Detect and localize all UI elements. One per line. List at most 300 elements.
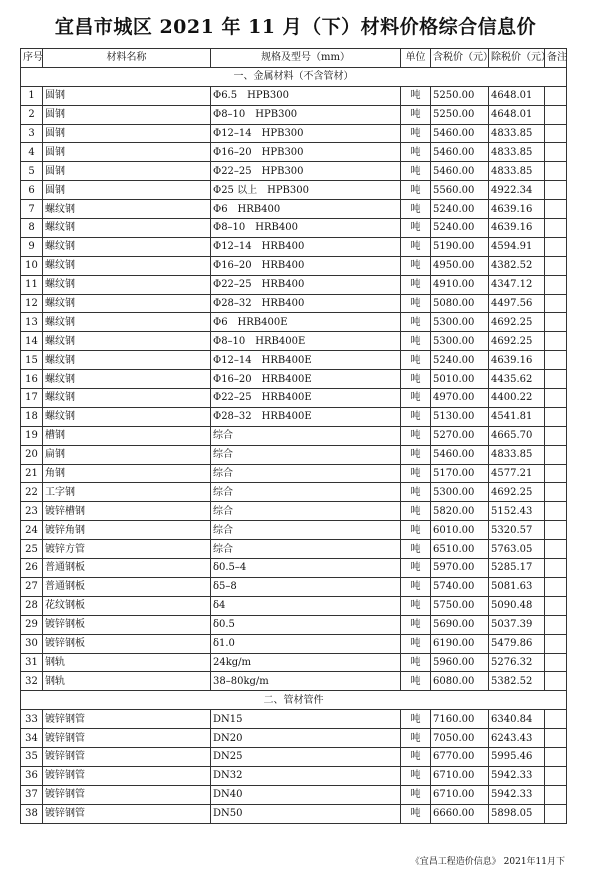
cell-unit: 吨 <box>401 596 431 615</box>
cell-no: 14 <box>21 332 43 351</box>
cell-unit: 吨 <box>401 502 431 521</box>
cell-note <box>545 124 567 143</box>
cell-no: 36 <box>21 766 43 785</box>
cell-spec: 综合 <box>211 540 401 559</box>
table-row <box>21 785 567 804</box>
cell-spec: Φ6 HRB400E <box>211 313 401 332</box>
cell-tax-price: 5750.00 <box>431 596 489 615</box>
cell-no: 20 <box>21 445 43 464</box>
cell-tax-price: 4910.00 <box>431 275 489 294</box>
table-row <box>21 596 567 615</box>
cell-spec: δ4 <box>211 596 401 615</box>
cell-name: 钢轨 <box>43 653 211 672</box>
cell-note <box>545 521 567 540</box>
cell-unit: 吨 <box>401 653 431 672</box>
table-row <box>21 464 567 483</box>
cell-notax-price: 5037.39 <box>489 615 545 634</box>
cell-tax-price: 7160.00 <box>431 710 489 729</box>
table-row <box>21 332 567 351</box>
cell-note <box>545 407 567 426</box>
cell-unit: 吨 <box>401 256 431 275</box>
cell-name: 镀锌方管 <box>43 540 211 559</box>
cell-tax-price: 5240.00 <box>431 351 489 370</box>
cell-notax-price: 5081.63 <box>489 577 545 596</box>
table-row <box>21 181 567 200</box>
cell-name: 螺纹钢 <box>43 237 211 256</box>
cell-name: 角钢 <box>43 464 211 483</box>
table-row <box>21 766 567 785</box>
cell-no: 26 <box>21 559 43 578</box>
cell-notax-price: 6243.43 <box>489 729 545 748</box>
cell-note <box>545 162 567 181</box>
cell-unit: 吨 <box>401 143 431 162</box>
cell-name: 镀锌钢板 <box>43 634 211 653</box>
cell-name: 槽钢 <box>43 426 211 445</box>
cell-unit: 吨 <box>401 426 431 445</box>
cell-note <box>545 729 567 748</box>
cell-spec: Φ28–32 HRB400 <box>211 294 401 313</box>
cell-unit: 吨 <box>401 521 431 540</box>
cell-spec: Φ28–32 HRB400E <box>211 407 401 426</box>
cell-tax-price: 5240.00 <box>431 200 489 219</box>
cell-tax-price: 5460.00 <box>431 445 489 464</box>
cell-unit: 吨 <box>401 181 431 200</box>
table-row <box>21 577 567 596</box>
table-row <box>21 445 567 464</box>
table-row <box>21 653 567 672</box>
cell-tax-price: 5240.00 <box>431 219 489 238</box>
cell-no: 25 <box>21 540 43 559</box>
cell-unit: 吨 <box>401 407 431 426</box>
cell-spec: Φ16–20 HRB400E <box>211 370 401 389</box>
cell-no: 22 <box>21 483 43 502</box>
cell-no: 29 <box>21 615 43 634</box>
cell-note <box>545 653 567 672</box>
cell-spec: Φ16–20 HPB300 <box>211 143 401 162</box>
cell-notax-price: 4639.16 <box>489 351 545 370</box>
cell-spec: Φ12–14 HRB400 <box>211 237 401 256</box>
cell-name: 镀锌钢管 <box>43 785 211 804</box>
table-row <box>21 559 567 578</box>
cell-unit: 吨 <box>401 351 431 370</box>
header-tax-price: 含税价（元） <box>431 49 489 68</box>
cell-name: 扁钢 <box>43 445 211 464</box>
header-no: 序号 <box>21 49 43 68</box>
cell-note <box>545 766 567 785</box>
cell-name: 镀锌钢管 <box>43 747 211 766</box>
cell-spec: Φ22–25 HRB400 <box>211 275 401 294</box>
cell-no: 24 <box>21 521 43 540</box>
cell-notax-price: 4435.62 <box>489 370 545 389</box>
cell-notax-price: 4541.81 <box>489 407 545 426</box>
cell-tax-price: 5010.00 <box>431 370 489 389</box>
cell-note <box>545 747 567 766</box>
cell-tax-price: 5740.00 <box>431 577 489 596</box>
cell-spec: Φ12–14 HRB400E <box>211 351 401 370</box>
table-row <box>21 407 567 426</box>
table-row <box>21 105 567 124</box>
table-row <box>21 804 567 823</box>
cell-note <box>545 540 567 559</box>
cell-spec: DN25 <box>211 747 401 766</box>
cell-notax-price: 4833.85 <box>489 124 545 143</box>
cell-no: 21 <box>21 464 43 483</box>
cell-name: 螺纹钢 <box>43 256 211 275</box>
cell-note <box>545 389 567 408</box>
cell-spec: δ1.0 <box>211 634 401 653</box>
cell-note <box>545 615 567 634</box>
cell-note <box>545 313 567 332</box>
cell-notax-price: 5995.46 <box>489 747 545 766</box>
cell-name: 工字钢 <box>43 483 211 502</box>
cell-notax-price: 4833.85 <box>489 162 545 181</box>
cell-notax-price: 5152.43 <box>489 502 545 521</box>
cell-tax-price: 5250.00 <box>431 86 489 105</box>
cell-no: 6 <box>21 181 43 200</box>
section-row <box>21 691 567 710</box>
cell-name: 螺纹钢 <box>43 351 211 370</box>
cell-note <box>545 445 567 464</box>
cell-spec: Φ8–10 HRB400E <box>211 332 401 351</box>
table-row <box>21 729 567 748</box>
cell-tax-price: 5270.00 <box>431 426 489 445</box>
cell-name: 圆钢 <box>43 105 211 124</box>
cell-note <box>545 200 567 219</box>
header-unit: 单位 <box>401 49 431 68</box>
cell-spec: 综合 <box>211 483 401 502</box>
cell-tax-price: 7050.00 <box>431 729 489 748</box>
cell-notax-price: 4648.01 <box>489 105 545 124</box>
cell-no: 2 <box>21 105 43 124</box>
cell-notax-price: 4692.25 <box>489 332 545 351</box>
cell-name: 花纹钢板 <box>43 596 211 615</box>
table-row <box>21 483 567 502</box>
table-row <box>21 672 567 691</box>
cell-notax-price: 4594.91 <box>489 237 545 256</box>
cell-tax-price: 4970.00 <box>431 389 489 408</box>
cell-unit: 吨 <box>401 389 431 408</box>
table-row <box>21 389 567 408</box>
cell-notax-price: 5090.48 <box>489 596 545 615</box>
cell-no: 17 <box>21 389 43 408</box>
cell-spec: δ0.5–4 <box>211 559 401 578</box>
cell-tax-price: 5250.00 <box>431 105 489 124</box>
cell-no: 12 <box>21 294 43 313</box>
cell-no: 3 <box>21 124 43 143</box>
cell-note <box>545 256 567 275</box>
cell-note <box>545 502 567 521</box>
cell-notax-price: 4692.25 <box>489 483 545 502</box>
cell-spec: DN20 <box>211 729 401 748</box>
cell-name: 镀锌槽钢 <box>43 502 211 521</box>
table-row <box>21 294 567 313</box>
cell-notax-price: 4665.70 <box>489 426 545 445</box>
cell-no: 33 <box>21 710 43 729</box>
cell-notax-price: 4347.12 <box>489 275 545 294</box>
cell-spec: 综合 <box>211 464 401 483</box>
cell-unit: 吨 <box>401 445 431 464</box>
cell-unit: 吨 <box>401 785 431 804</box>
cell-notax-price: 5320.57 <box>489 521 545 540</box>
cell-notax-price: 4382.52 <box>489 256 545 275</box>
cell-notax-price: 5285.17 <box>489 559 545 578</box>
cell-notax-price: 5942.33 <box>489 766 545 785</box>
table-row <box>21 124 567 143</box>
cell-no: 1 <box>21 86 43 105</box>
cell-spec: δ0.5 <box>211 615 401 634</box>
cell-tax-price: 6010.00 <box>431 521 489 540</box>
footer-source: 《宜昌工程造价信息》 2021年11月下 <box>410 857 565 867</box>
table-row <box>21 275 567 294</box>
cell-tax-price: 5460.00 <box>431 124 489 143</box>
table-row <box>21 237 567 256</box>
cell-no: 37 <box>21 785 43 804</box>
table-row <box>21 521 567 540</box>
cell-unit: 吨 <box>401 294 431 313</box>
page-title: 宜昌市城区 2021 年 11 月（下）材料价格综合信息价 <box>54 16 537 38</box>
cell-tax-price: 5970.00 <box>431 559 489 578</box>
table-row <box>21 615 567 634</box>
cell-no: 31 <box>21 653 43 672</box>
cell-tax-price: 5190.00 <box>431 237 489 256</box>
cell-unit: 吨 <box>401 747 431 766</box>
cell-no: 35 <box>21 747 43 766</box>
table-header-row <box>21 49 567 68</box>
cell-unit: 吨 <box>401 86 431 105</box>
cell-notax-price: 4692.25 <box>489 313 545 332</box>
cell-tax-price: 6710.00 <box>431 766 489 785</box>
cell-no: 32 <box>21 672 43 691</box>
header-spec: 规格及型号（mm） <box>211 49 401 68</box>
table-row <box>21 502 567 521</box>
cell-notax-price: 6340.84 <box>489 710 545 729</box>
cell-note <box>545 464 567 483</box>
cell-spec: δ5–8 <box>211 577 401 596</box>
cell-note <box>545 370 567 389</box>
price-table-body <box>21 49 567 824</box>
header-note: 备注 <box>545 49 567 68</box>
cell-tax-price: 5460.00 <box>431 143 489 162</box>
cell-no: 28 <box>21 596 43 615</box>
cell-name: 螺纹钢 <box>43 275 211 294</box>
cell-tax-price: 5560.00 <box>431 181 489 200</box>
cell-name: 普通钢板 <box>43 577 211 596</box>
cell-tax-price: 6190.00 <box>431 634 489 653</box>
cell-tax-price: 6510.00 <box>431 540 489 559</box>
cell-spec: DN32 <box>211 766 401 785</box>
cell-no: 13 <box>21 313 43 332</box>
cell-notax-price: 4497.56 <box>489 294 545 313</box>
cell-unit: 吨 <box>401 332 431 351</box>
cell-notax-price: 4648.01 <box>489 86 545 105</box>
cell-no: 18 <box>21 407 43 426</box>
cell-notax-price: 4833.85 <box>489 445 545 464</box>
table-row <box>21 747 567 766</box>
cell-no: 23 <box>21 502 43 521</box>
table-row <box>21 256 567 275</box>
cell-name: 镀锌钢管 <box>43 804 211 823</box>
table-row <box>21 634 567 653</box>
price-table <box>20 48 567 824</box>
cell-note <box>545 105 567 124</box>
cell-unit: 吨 <box>401 313 431 332</box>
cell-note <box>545 804 567 823</box>
cell-unit: 吨 <box>401 162 431 181</box>
table-row <box>21 219 567 238</box>
cell-name: 圆钢 <box>43 181 211 200</box>
cell-notax-price: 5382.52 <box>489 672 545 691</box>
cell-note <box>545 219 567 238</box>
cell-note <box>545 275 567 294</box>
cell-no: 16 <box>21 370 43 389</box>
cell-tax-price: 5820.00 <box>431 502 489 521</box>
cell-name: 螺纹钢 <box>43 370 211 389</box>
header-notax-price: 除税价（元） <box>489 49 545 68</box>
cell-unit: 吨 <box>401 200 431 219</box>
cell-tax-price: 5300.00 <box>431 483 489 502</box>
cell-spec: DN40 <box>211 785 401 804</box>
cell-unit: 吨 <box>401 237 431 256</box>
cell-spec: Φ6.5 HPB300 <box>211 86 401 105</box>
cell-tax-price: 5300.00 <box>431 332 489 351</box>
cell-name: 普通钢板 <box>43 559 211 578</box>
cell-unit: 吨 <box>401 729 431 748</box>
table-row <box>21 540 567 559</box>
cell-notax-price: 4400.22 <box>489 389 545 408</box>
cell-spec: 综合 <box>211 521 401 540</box>
cell-tax-price: 5130.00 <box>431 407 489 426</box>
table-row <box>21 370 567 389</box>
cell-unit: 吨 <box>401 559 431 578</box>
cell-tax-price: 6710.00 <box>431 785 489 804</box>
cell-no: 30 <box>21 634 43 653</box>
cell-notax-price: 4922.34 <box>489 181 545 200</box>
cell-name: 螺纹钢 <box>43 219 211 238</box>
cell-name: 螺纹钢 <box>43 200 211 219</box>
section-title: 二、管材管件 <box>21 691 567 710</box>
cell-notax-price: 5763.05 <box>489 540 545 559</box>
cell-name: 螺纹钢 <box>43 332 211 351</box>
cell-tax-price: 6660.00 <box>431 804 489 823</box>
section-title: 一、金属材料（不含管材） <box>21 67 567 86</box>
cell-tax-price: 5960.00 <box>431 653 489 672</box>
cell-note <box>545 351 567 370</box>
cell-tax-price: 5170.00 <box>431 464 489 483</box>
cell-unit: 吨 <box>401 804 431 823</box>
cell-unit: 吨 <box>401 672 431 691</box>
table-row <box>21 426 567 445</box>
cell-spec: 38–80kg/m <box>211 672 401 691</box>
cell-unit: 吨 <box>401 464 431 483</box>
cell-notax-price: 5942.33 <box>489 785 545 804</box>
cell-unit: 吨 <box>401 540 431 559</box>
cell-name: 镀锌钢管 <box>43 729 211 748</box>
cell-unit: 吨 <box>401 124 431 143</box>
cell-unit: 吨 <box>401 105 431 124</box>
cell-name: 螺纹钢 <box>43 407 211 426</box>
cell-unit: 吨 <box>401 710 431 729</box>
cell-notax-price: 4833.85 <box>489 143 545 162</box>
cell-spec: Φ8–10 HPB300 <box>211 105 401 124</box>
cell-notax-price: 4639.16 <box>489 219 545 238</box>
cell-no: 11 <box>21 275 43 294</box>
cell-name: 螺纹钢 <box>43 389 211 408</box>
cell-unit: 吨 <box>401 275 431 294</box>
cell-name: 圆钢 <box>43 86 211 105</box>
cell-notax-price: 4639.16 <box>489 200 545 219</box>
cell-spec: Φ8–10 HRB400 <box>211 219 401 238</box>
table-row <box>21 86 567 105</box>
cell-tax-price: 5460.00 <box>431 162 489 181</box>
cell-no: 34 <box>21 729 43 748</box>
cell-note <box>545 710 567 729</box>
cell-unit: 吨 <box>401 483 431 502</box>
cell-spec: 24kg/m <box>211 653 401 672</box>
cell-spec: Φ22–25 HRB400E <box>211 389 401 408</box>
cell-note <box>545 672 567 691</box>
cell-note <box>545 634 567 653</box>
cell-spec: 综合 <box>211 445 401 464</box>
table-row <box>21 351 567 370</box>
table-row <box>21 162 567 181</box>
table-row <box>21 710 567 729</box>
cell-note <box>545 86 567 105</box>
cell-no: 7 <box>21 200 43 219</box>
cell-note <box>545 332 567 351</box>
cell-tax-price: 6080.00 <box>431 672 489 691</box>
cell-note <box>545 785 567 804</box>
cell-no: 8 <box>21 219 43 238</box>
cell-spec: DN15 <box>211 710 401 729</box>
cell-spec: Φ6 HRB400 <box>211 200 401 219</box>
cell-unit: 吨 <box>401 766 431 785</box>
cell-tax-price: 5300.00 <box>431 313 489 332</box>
cell-name: 螺纹钢 <box>43 294 211 313</box>
cell-unit: 吨 <box>401 577 431 596</box>
cell-name: 圆钢 <box>43 143 211 162</box>
cell-name: 圆钢 <box>43 124 211 143</box>
cell-no: 27 <box>21 577 43 596</box>
cell-no: 38 <box>21 804 43 823</box>
cell-note <box>545 294 567 313</box>
cell-tax-price: 4950.00 <box>431 256 489 275</box>
cell-unit: 吨 <box>401 634 431 653</box>
cell-notax-price: 4577.21 <box>489 464 545 483</box>
cell-note <box>545 483 567 502</box>
table-row <box>21 143 567 162</box>
cell-name: 镀锌钢管 <box>43 766 211 785</box>
cell-no: 19 <box>21 426 43 445</box>
cell-note <box>545 237 567 256</box>
cell-note <box>545 577 567 596</box>
cell-spec: Φ12–14 HPB300 <box>211 124 401 143</box>
cell-note <box>545 181 567 200</box>
cell-tax-price: 5080.00 <box>431 294 489 313</box>
cell-note <box>545 426 567 445</box>
header-name: 材料名称 <box>43 49 211 68</box>
table-row <box>21 313 567 332</box>
cell-no: 4 <box>21 143 43 162</box>
cell-notax-price: 5276.32 <box>489 653 545 672</box>
cell-no: 10 <box>21 256 43 275</box>
cell-name: 镀锌角钢 <box>43 521 211 540</box>
cell-notax-price: 5898.05 <box>489 804 545 823</box>
cell-spec: 综合 <box>211 426 401 445</box>
cell-note <box>545 596 567 615</box>
cell-note <box>545 143 567 162</box>
cell-tax-price: 6770.00 <box>431 747 489 766</box>
cell-spec: 综合 <box>211 502 401 521</box>
